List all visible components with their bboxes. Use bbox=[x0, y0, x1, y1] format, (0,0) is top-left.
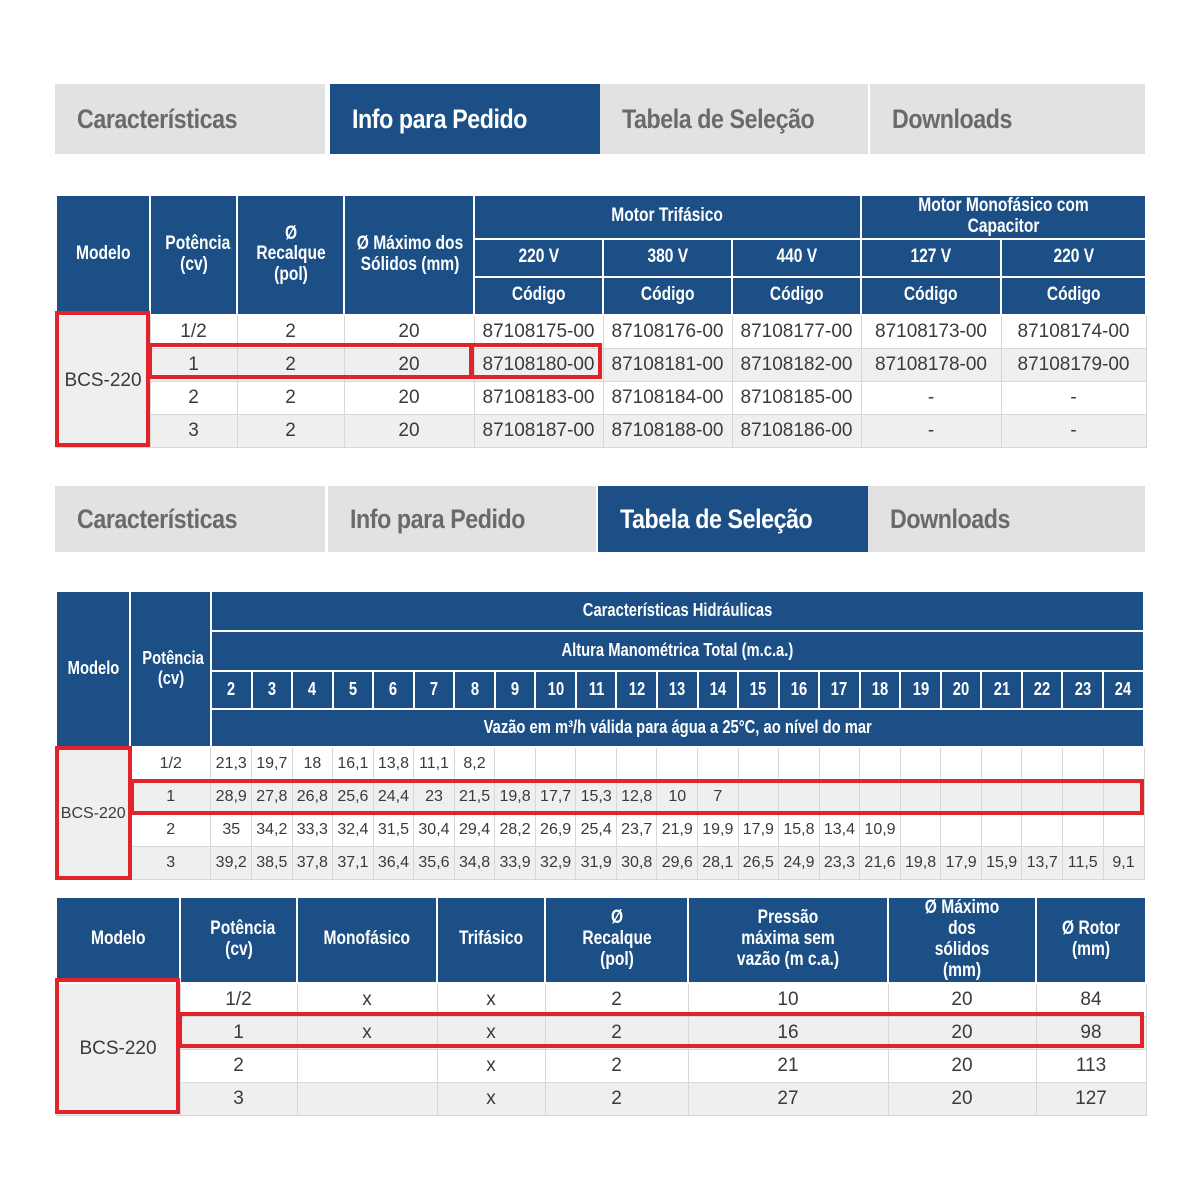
cell: 15,3 bbox=[576, 781, 617, 814]
cell: 20 bbox=[344, 414, 474, 447]
cell: 19,7 bbox=[252, 747, 293, 781]
cell: 20 bbox=[888, 1016, 1036, 1049]
cell: x bbox=[297, 1016, 437, 1049]
header-height: 10 bbox=[535, 671, 576, 709]
cell: 87108178-00 bbox=[861, 348, 1001, 381]
cell: 37,8 bbox=[292, 847, 333, 880]
header-potencia: Potência (cv) bbox=[130, 591, 211, 747]
cell: 87108183-00 bbox=[474, 381, 603, 414]
header-pressao: Pressão máxima sem vazão (m c.a.) bbox=[688, 897, 888, 983]
cell bbox=[535, 747, 576, 781]
header-modelo: Modelo bbox=[56, 897, 180, 983]
cell: - bbox=[1001, 381, 1146, 414]
cell: 2 bbox=[130, 814, 211, 847]
cell: - bbox=[861, 414, 1001, 447]
cell: 35 bbox=[211, 814, 252, 847]
cell: 26,9 bbox=[535, 814, 576, 847]
cell: 25,4 bbox=[576, 814, 617, 847]
cell: 21,3 bbox=[211, 747, 252, 781]
cell bbox=[981, 814, 1022, 847]
header-vazao: Vazão em m³/h válida para água a 25°C, ao nível do mar bbox=[211, 709, 1144, 747]
header-motor-trifasico: Motor Trifásico bbox=[474, 195, 861, 239]
header-monofasico: Monofásico bbox=[297, 897, 437, 983]
cell: 23 bbox=[414, 781, 455, 814]
cell: 27 bbox=[688, 1082, 888, 1115]
model-cell: BCS-220 bbox=[56, 747, 130, 880]
cell bbox=[860, 747, 901, 781]
tab-tabela-selecao[interactable]: Tabela de Seleção bbox=[598, 486, 868, 552]
cell bbox=[576, 747, 617, 781]
header-trifasico: Trifásico bbox=[437, 897, 545, 983]
cell: 10 bbox=[688, 983, 888, 1017]
tab-info-pedido[interactable]: Info para Pedido bbox=[330, 84, 600, 154]
cell: 28,1 bbox=[698, 847, 739, 880]
cell bbox=[1103, 747, 1144, 781]
cell: 87108182-00 bbox=[732, 348, 861, 381]
table-row bbox=[56, 747, 1144, 781]
cell: 21,5 bbox=[454, 781, 495, 814]
header-height: 4 bbox=[292, 671, 333, 709]
spec-table bbox=[55, 896, 1147, 1116]
header-voltage: 440 V bbox=[732, 239, 861, 277]
cell: 24,4 bbox=[373, 781, 414, 814]
cell: 2 bbox=[545, 1016, 688, 1049]
cell: x bbox=[297, 983, 437, 1017]
header-solidos: Ø Máximo dos Sólidos (mm) bbox=[344, 195, 474, 315]
header-height: 11 bbox=[576, 671, 617, 709]
tab-bar-top bbox=[55, 84, 1145, 154]
cell bbox=[297, 1082, 437, 1115]
header-height: 22 bbox=[1022, 671, 1063, 709]
cell: x bbox=[437, 1016, 545, 1049]
header-codigo: Código bbox=[1001, 277, 1146, 315]
cell: 31,9 bbox=[576, 847, 617, 880]
cell: 30,4 bbox=[414, 814, 455, 847]
cell: - bbox=[1001, 414, 1146, 447]
cell: 27,8 bbox=[252, 781, 293, 814]
header-height: 18 bbox=[860, 671, 901, 709]
cell: 21 bbox=[688, 1049, 888, 1082]
table-row bbox=[56, 1082, 1146, 1115]
cell: 30,8 bbox=[616, 847, 657, 880]
cell: 37,1 bbox=[333, 847, 374, 880]
selection-table bbox=[55, 590, 1145, 880]
cell: 19,8 bbox=[495, 781, 536, 814]
cell: 19,8 bbox=[900, 847, 941, 880]
cell: 11,1 bbox=[414, 747, 455, 781]
header-motor-monofasico: Motor Monofásico com Capacitor bbox=[861, 195, 1146, 239]
table-row bbox=[56, 814, 1144, 847]
cell bbox=[1022, 781, 1063, 814]
tab-tabela-selecao[interactable]: Tabela de Seleção bbox=[600, 84, 868, 154]
cell: 87108176-00 bbox=[603, 315, 732, 349]
cell bbox=[1022, 814, 1063, 847]
cell: 32,4 bbox=[333, 814, 374, 847]
cell: 87108173-00 bbox=[861, 315, 1001, 349]
cell: 20 bbox=[888, 983, 1036, 1017]
cell: 2 bbox=[237, 315, 344, 349]
cell: 29,4 bbox=[454, 814, 495, 847]
cell bbox=[1062, 781, 1103, 814]
cell: 17,9 bbox=[738, 814, 779, 847]
model-cell: BCS-220 bbox=[56, 315, 150, 448]
cell bbox=[860, 781, 901, 814]
cell: 15,9 bbox=[981, 847, 1022, 880]
header-height: 20 bbox=[941, 671, 982, 709]
cell: 25,6 bbox=[333, 781, 374, 814]
table-row bbox=[56, 315, 1146, 349]
cell: 2 bbox=[545, 1082, 688, 1115]
header-height: 19 bbox=[900, 671, 941, 709]
tab-downloads[interactable]: Downloads bbox=[870, 84, 1145, 154]
order-info-table bbox=[55, 194, 1147, 448]
cell: 1/2 bbox=[180, 983, 297, 1017]
cell: 35,6 bbox=[414, 847, 455, 880]
cell: 21,9 bbox=[657, 814, 698, 847]
cell: 28,2 bbox=[495, 814, 536, 847]
header-height: 12 bbox=[616, 671, 657, 709]
table-row bbox=[56, 1016, 1146, 1049]
table-row bbox=[56, 414, 1146, 447]
cell: 23,3 bbox=[819, 847, 860, 880]
header-height: 13 bbox=[657, 671, 698, 709]
table-row bbox=[56, 781, 1144, 814]
cell: 29,6 bbox=[657, 847, 698, 880]
header-height: 14 bbox=[698, 671, 739, 709]
cell bbox=[941, 747, 982, 781]
cell: 3 bbox=[180, 1082, 297, 1115]
header-altura-manometrica: Altura Manométrica Total (m.c.a.) bbox=[211, 631, 1144, 671]
cell: 21,6 bbox=[860, 847, 901, 880]
cell: 13,8 bbox=[373, 747, 414, 781]
cell: 87108187-00 bbox=[474, 414, 603, 447]
cell: - bbox=[861, 381, 1001, 414]
model-cell: BCS-220 bbox=[56, 983, 180, 1116]
header-voltage: 127 V bbox=[861, 239, 1001, 277]
cell: 98 bbox=[1036, 1016, 1146, 1049]
cell bbox=[738, 781, 779, 814]
cell: 15,8 bbox=[779, 814, 820, 847]
cell bbox=[819, 781, 860, 814]
header-codigo: Código bbox=[603, 277, 732, 315]
cell: 20 bbox=[344, 315, 474, 349]
cell: 87108181-00 bbox=[603, 348, 732, 381]
cell: 17,9 bbox=[941, 847, 982, 880]
header-height: 17 bbox=[819, 671, 860, 709]
header-height: 3 bbox=[252, 671, 293, 709]
cell: 17,7 bbox=[535, 781, 576, 814]
cell: 87108179-00 bbox=[1001, 348, 1146, 381]
cell: 1 bbox=[150, 348, 237, 381]
cell: 13,4 bbox=[819, 814, 860, 847]
cell: 39,2 bbox=[211, 847, 252, 880]
cell: 28,9 bbox=[211, 781, 252, 814]
cell bbox=[900, 781, 941, 814]
cell: 11,5 bbox=[1062, 847, 1103, 880]
cell: 87108185-00 bbox=[732, 381, 861, 414]
header-recalque: Ø Recalque (pol) bbox=[237, 195, 344, 315]
cell: 20 bbox=[344, 381, 474, 414]
cell bbox=[297, 1049, 437, 1082]
cell bbox=[1103, 781, 1144, 814]
cell: 9,1 bbox=[1103, 847, 1144, 880]
header-height: 7 bbox=[414, 671, 455, 709]
header-height: 15 bbox=[738, 671, 779, 709]
header-caracteristicas-hidraulicas: Características Hidráulicas bbox=[211, 591, 1144, 631]
cell: 24,9 bbox=[779, 847, 820, 880]
cell bbox=[657, 747, 698, 781]
cell: 16,1 bbox=[333, 747, 374, 781]
cell bbox=[900, 747, 941, 781]
cell bbox=[941, 781, 982, 814]
header-voltage: 380 V bbox=[603, 239, 732, 277]
cell: 1 bbox=[180, 1016, 297, 1049]
header-height: 16 bbox=[779, 671, 820, 709]
cell: 84 bbox=[1036, 983, 1146, 1017]
cell: 87108177-00 bbox=[732, 315, 861, 349]
header-recalque: Ø Recalque (pol) bbox=[545, 897, 688, 983]
header-height: 21 bbox=[981, 671, 1022, 709]
cell: 20 bbox=[344, 348, 474, 381]
cell: 2 bbox=[237, 348, 344, 381]
cell: x bbox=[437, 983, 545, 1017]
header-codigo: Código bbox=[861, 277, 1001, 315]
cell bbox=[981, 747, 1022, 781]
header-height: 6 bbox=[373, 671, 414, 709]
cell bbox=[1062, 747, 1103, 781]
cell: 20 bbox=[888, 1049, 1036, 1082]
cell: 2 bbox=[150, 381, 237, 414]
header-modelo: Modelo bbox=[56, 195, 150, 315]
cell: 2 bbox=[180, 1049, 297, 1082]
cell: 7 bbox=[698, 781, 739, 814]
cell: 2 bbox=[237, 414, 344, 447]
header-height: 5 bbox=[333, 671, 374, 709]
cell bbox=[819, 747, 860, 781]
cell bbox=[941, 814, 982, 847]
cell: 19,9 bbox=[698, 814, 739, 847]
cell bbox=[738, 747, 779, 781]
cell: 16 bbox=[688, 1016, 888, 1049]
cell bbox=[616, 747, 657, 781]
cell: 87108188-00 bbox=[603, 414, 732, 447]
cell: 1/2 bbox=[130, 747, 211, 781]
cell: 3 bbox=[150, 414, 237, 447]
cell: 1 bbox=[130, 781, 211, 814]
header-height: 8 bbox=[454, 671, 495, 709]
cell: 34,8 bbox=[454, 847, 495, 880]
cell: 26,5 bbox=[738, 847, 779, 880]
cell: 31,5 bbox=[373, 814, 414, 847]
cell: 13,7 bbox=[1022, 847, 1063, 880]
table-row bbox=[56, 381, 1146, 414]
cell bbox=[981, 781, 1022, 814]
cell bbox=[779, 781, 820, 814]
header-height: 24 bbox=[1103, 671, 1144, 709]
header-voltage: 220 V bbox=[1001, 239, 1146, 277]
cell: 87108180-00 bbox=[474, 348, 603, 381]
cell: 2 bbox=[545, 1049, 688, 1082]
cell: 12,8 bbox=[616, 781, 657, 814]
cell: 18 bbox=[292, 747, 333, 781]
cell: 87108174-00 bbox=[1001, 315, 1146, 349]
tab-info-pedido[interactable]: Info para Pedido bbox=[328, 486, 596, 552]
table-row bbox=[56, 1049, 1146, 1082]
cell: 33,9 bbox=[495, 847, 536, 880]
cell: x bbox=[437, 1082, 545, 1115]
header-voltage: 220 V bbox=[474, 239, 603, 277]
tab-caracteristicas[interactable]: Características bbox=[55, 84, 325, 154]
cell: 87108175-00 bbox=[474, 315, 603, 349]
cell: 8,2 bbox=[454, 747, 495, 781]
cell: 34,2 bbox=[252, 814, 293, 847]
cell: 113 bbox=[1036, 1049, 1146, 1082]
header-solidos: Ø Máximo dos sólidos (mm) bbox=[888, 897, 1036, 983]
header-height: 2 bbox=[211, 671, 252, 709]
tab-downloads[interactable]: Downloads bbox=[868, 486, 1145, 552]
cell: 20 bbox=[888, 1082, 1036, 1115]
header-potencia: Potência (cv) bbox=[150, 195, 237, 315]
header-modelo: Modelo bbox=[56, 591, 130, 747]
cell: 33,3 bbox=[292, 814, 333, 847]
tab-bar-middle bbox=[55, 486, 1145, 552]
cell bbox=[900, 814, 941, 847]
table-row bbox=[56, 348, 1146, 381]
cell bbox=[1022, 747, 1063, 781]
cell: 10 bbox=[657, 781, 698, 814]
cell: 23,7 bbox=[616, 814, 657, 847]
header-codigo: Código bbox=[732, 277, 861, 315]
header-potencia: Potência (cv) bbox=[180, 897, 297, 983]
table-row bbox=[56, 983, 1146, 1017]
cell: x bbox=[437, 1049, 545, 1082]
table-row bbox=[56, 847, 1144, 880]
tab-caracteristicas[interactable]: Características bbox=[55, 486, 325, 552]
cell: 127 bbox=[1036, 1082, 1146, 1115]
cell bbox=[495, 747, 536, 781]
cell: 3 bbox=[130, 847, 211, 880]
cell: 36,4 bbox=[373, 847, 414, 880]
header-height: 23 bbox=[1062, 671, 1103, 709]
cell: 1/2 bbox=[150, 315, 237, 349]
cell: 26,8 bbox=[292, 781, 333, 814]
cell: 87108184-00 bbox=[603, 381, 732, 414]
cell: 32,9 bbox=[535, 847, 576, 880]
cell: 2 bbox=[237, 381, 344, 414]
cell: 10,9 bbox=[860, 814, 901, 847]
cell: 38,5 bbox=[252, 847, 293, 880]
header-height: 9 bbox=[495, 671, 536, 709]
header-codigo: Código bbox=[474, 277, 603, 315]
header-rotor: Ø Rotor (mm) bbox=[1036, 897, 1146, 983]
cell bbox=[1062, 814, 1103, 847]
cell: 87108186-00 bbox=[732, 414, 861, 447]
cell bbox=[1103, 814, 1144, 847]
cell bbox=[698, 747, 739, 781]
cell: 2 bbox=[545, 983, 688, 1017]
cell bbox=[779, 747, 820, 781]
